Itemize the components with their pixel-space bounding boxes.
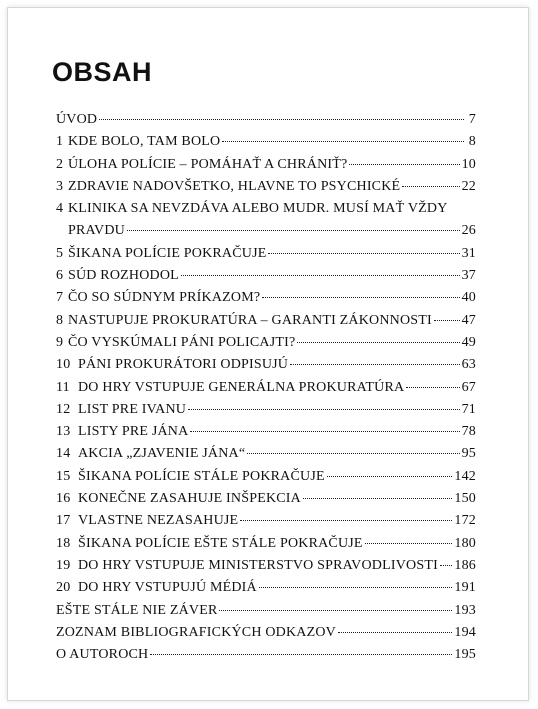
toc-entry-page: 172	[454, 513, 476, 529]
toc-entry-number: 3	[56, 178, 64, 194]
toc-entry-title: DO HRY VSTUPUJE GENERÁLNA PROKURATÚRA	[78, 379, 405, 395]
toc-entry-title: KONEČNE ZASAHUJE INŠPEKCIA	[78, 491, 301, 507]
dot-leader	[402, 186, 459, 187]
document-page	[8, 8, 528, 700]
toc-entry-page: 193	[454, 602, 476, 618]
toc-entry	[56, 377, 476, 399]
toc-entry-number: 5	[56, 245, 64, 261]
toc-entry-title: O AUTOROCH	[56, 647, 149, 663]
toc-entry-number: 19	[56, 557, 71, 573]
toc-entry-title: ŠIKANA POLÍCIE STÁLE POKRAČUJE	[78, 468, 325, 484]
toc-entry-page: 71	[461, 401, 476, 417]
toc-entry-page: 40	[461, 290, 476, 306]
dot-leader	[222, 141, 464, 142]
toc-entry	[56, 466, 476, 488]
dot-leader	[268, 253, 459, 254]
toc-entry-number: 18	[56, 535, 71, 551]
dot-leader	[434, 320, 460, 321]
toc-entry	[56, 131, 476, 153]
dot-leader	[440, 565, 452, 566]
dot-leader	[188, 409, 460, 410]
toc-entry-number: 1	[56, 134, 64, 150]
toc-entry	[56, 198, 476, 243]
toc-entry-page: 10	[461, 156, 476, 172]
toc-entry-page: 37	[461, 268, 476, 284]
toc-entry-number: 16	[56, 491, 71, 507]
toc-entry-page: 78	[461, 424, 476, 440]
toc-entry-number: 12	[56, 401, 71, 417]
toc-entry	[56, 287, 476, 309]
toc-entry	[56, 488, 476, 510]
table-of-contents	[56, 109, 476, 666]
toc-entry-page: 31	[461, 245, 476, 261]
dot-leader	[338, 632, 452, 633]
toc-entry	[56, 644, 476, 666]
toc-entry	[56, 265, 476, 287]
toc-entry	[56, 354, 476, 376]
toc-entry-number: 17	[56, 513, 71, 529]
toc-entry-number: 10	[56, 357, 71, 373]
toc-entry	[56, 510, 476, 532]
toc-entry	[56, 154, 476, 176]
toc-entry-number: 15	[56, 468, 71, 484]
toc-entry-page: 180	[454, 535, 476, 551]
dot-leader	[247, 453, 459, 454]
toc-entry-title: ČO SO SÚDNYM PRÍKAZOM?	[68, 290, 261, 306]
toc-entry-number: 11	[56, 379, 70, 395]
toc-entry-title: ÚLOHA POLÍCIE – POMÁHAŤ A CHRÁNIŤ?	[68, 156, 348, 172]
toc-entry	[56, 600, 476, 622]
toc-entry-number: 8	[56, 312, 64, 328]
dot-leader	[99, 119, 464, 120]
toc-entry	[56, 421, 476, 443]
dot-leader	[290, 364, 459, 365]
toc-entry-title: SÚD ROZHODOL	[68, 268, 179, 284]
dot-leader	[406, 387, 459, 388]
toc-entry-title: EŠTE STÁLE NIE ZÁVER	[56, 602, 218, 618]
toc-entry-title: DO HRY VSTUPUJÚ MÉDIÁ	[78, 580, 257, 596]
toc-entry	[56, 332, 476, 354]
toc-entry	[56, 310, 476, 332]
dot-leader	[127, 230, 460, 231]
toc-entry	[56, 443, 476, 465]
toc-entry-number: 2	[56, 156, 64, 172]
toc-entry-title: PÁNI PROKURÁTORI ODPISUJÚ	[78, 357, 289, 373]
toc-entry	[56, 577, 476, 599]
toc-entry-page: 63	[461, 357, 476, 373]
dot-leader	[297, 342, 459, 343]
toc-entry-page: 195	[454, 647, 476, 663]
dot-leader	[365, 543, 453, 544]
toc-entry-page: 47	[461, 312, 476, 328]
toc-entry-page: 150	[454, 491, 476, 507]
toc-entry-number: 13	[56, 424, 71, 440]
toc-entry-title: KLINIKA SA NEVZDÁVA ALEBO MUDR. MUSÍ MAŤ VŽDY	[68, 201, 448, 217]
toc-entry-title: ZOZNAM BIBLIOGRAFICKÝCH ODKAZOV	[56, 624, 336, 640]
page-title: OBSAH	[52, 57, 153, 87]
toc-entry-title: KDE BOLO, TAM BOLO	[68, 134, 221, 150]
toc-entry-title: DO HRY VSTUPUJE MINISTERSTVO SPRAVODLIVOSTI	[78, 557, 438, 573]
toc-entry-number: 9	[56, 334, 64, 350]
toc-entry	[56, 109, 476, 131]
toc-entry	[56, 622, 476, 644]
toc-entry-title: ŠIKANA POLÍCIE POKRAČUJE	[68, 245, 267, 261]
toc-entry-title: ČO VYSKÚMALI PÁNI POLICAJTI?	[68, 334, 296, 350]
dot-leader	[349, 164, 459, 165]
toc-entry-title: ZDRAVIE NADOVŠETKO, HLAVNE TO PSYCHICKÉ	[68, 178, 401, 194]
toc-entry-title: LISTY PRE JÁNA	[78, 424, 189, 440]
toc-entry-title: ÚVOD	[56, 112, 98, 127]
dot-leader	[219, 610, 452, 611]
toc-entry-title: LIST PRE IVANU	[78, 401, 187, 417]
dot-leader	[181, 275, 460, 276]
toc-entry-page: 67	[461, 379, 476, 395]
toc-entry-page: 142	[454, 468, 476, 484]
dot-leader	[327, 476, 453, 477]
toc-entry-title: ŠIKANA POLÍCIE EŠTE STÁLE POKRAČUJE	[78, 535, 363, 551]
toc-entry-title: VLASTNE NEZASAHUJE	[78, 513, 239, 529]
toc-entry-page: 22	[461, 178, 476, 194]
toc-entry-number: 7	[56, 290, 64, 306]
toc-entry-title: NASTUPUJE PROKURATÚRA – GARANTI ZÁKONNOSTI	[68, 312, 432, 328]
toc-entry-number: 4	[56, 201, 64, 217]
dot-leader	[150, 654, 452, 655]
dot-leader	[190, 431, 459, 432]
toc-entry-number: 14	[56, 446, 71, 462]
toc-entry-page: 7	[468, 112, 476, 127]
toc-entry-number: 6	[56, 268, 64, 284]
toc-entry-title: AKCIA „ZJAVENIE JÁNA“	[78, 446, 246, 462]
toc-entry-number: 20	[56, 580, 71, 596]
toc-entry	[56, 176, 476, 198]
dot-leader	[303, 498, 452, 499]
dot-leader	[240, 520, 452, 521]
toc-entry-page: 49	[461, 334, 476, 350]
toc-entry	[56, 243, 476, 265]
toc-entry-page: 8	[468, 134, 476, 150]
toc-entry-page: 95	[461, 446, 476, 462]
toc-entry	[56, 399, 476, 421]
toc-entry	[56, 555, 476, 577]
toc-entry-page: 191	[454, 580, 476, 596]
toc-entry	[56, 533, 476, 555]
toc-entry-page: 26	[461, 223, 476, 239]
toc-entry-title-continued: PRAVDU	[68, 223, 125, 239]
toc-entry-page: 186	[454, 557, 476, 573]
dot-leader	[262, 297, 459, 298]
toc-entry-page: 194	[454, 624, 476, 640]
dot-leader	[259, 587, 453, 588]
